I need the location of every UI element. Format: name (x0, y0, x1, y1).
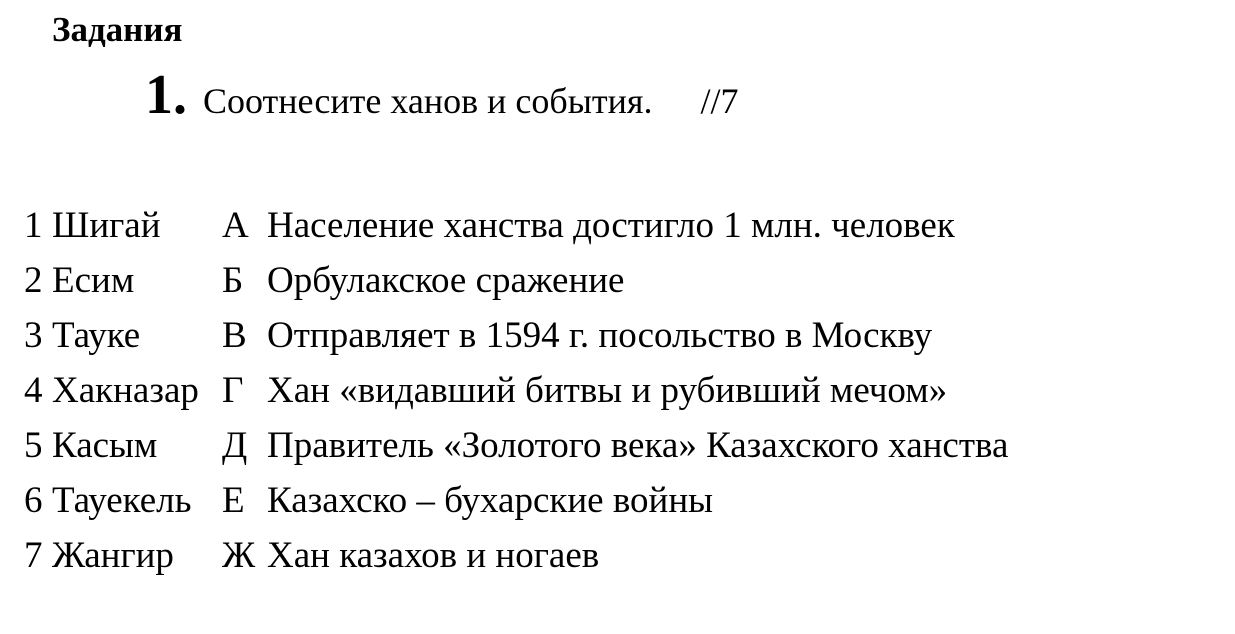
matching-row (0, 473, 1235, 528)
event-letter: В (222, 315, 247, 356)
event-text: Население ханства достигло 1 млн. человек (267, 205, 955, 246)
event-text: Отправляет в 1594 г. посольство в Москву (267, 315, 933, 356)
khan-number: 4 (24, 370, 43, 411)
task-number: 1 (145, 64, 173, 126)
khan-name: Шигай (52, 205, 161, 246)
matching-row (0, 198, 1235, 253)
matching-row (0, 418, 1235, 473)
khan-name: Хакназар (52, 370, 199, 411)
khan-name: Касым (52, 425, 158, 466)
khan-number: 3 (24, 315, 43, 356)
matching-row (0, 363, 1235, 418)
event-letter: Ж (222, 535, 256, 576)
task-statement (145, 60, 738, 130)
task-score: //7 (700, 81, 739, 121)
task-instruction: Соотнесите ханов и события. (203, 81, 653, 121)
event-letter: Д (222, 425, 248, 466)
matching-list (0, 198, 1235, 583)
event-letter: Б (222, 260, 244, 301)
event-letter: Г (222, 370, 244, 411)
event-text: Хан казахов и ногаев (267, 535, 600, 576)
khan-number: 7 (24, 535, 43, 576)
khan-number: 2 (24, 260, 43, 301)
khan-name: Тауке (52, 315, 141, 356)
event-text: Орбулакское сражение (267, 260, 625, 301)
khan-name: Жангир (52, 535, 174, 576)
khan-number: 1 (24, 205, 43, 246)
matching-row (0, 253, 1235, 308)
event-text: Казахско – бухарские войны (267, 480, 714, 521)
khan-number: 6 (24, 480, 43, 521)
event-letter: Е (222, 480, 245, 521)
khan-name: Тауекель (52, 480, 192, 521)
task-number-dot: . (173, 64, 187, 126)
matching-row (0, 528, 1235, 583)
khan-name: Есим (52, 260, 135, 301)
section-heading: Задания (52, 10, 183, 49)
event-text: Хан «видавший битвы и рубивший мечом» (267, 370, 948, 411)
event-letter: А (222, 205, 249, 246)
matching-row (0, 308, 1235, 363)
khan-number: 5 (24, 425, 43, 466)
event-text: Правитель «Золотого века» Казахского ханства (267, 425, 1009, 466)
